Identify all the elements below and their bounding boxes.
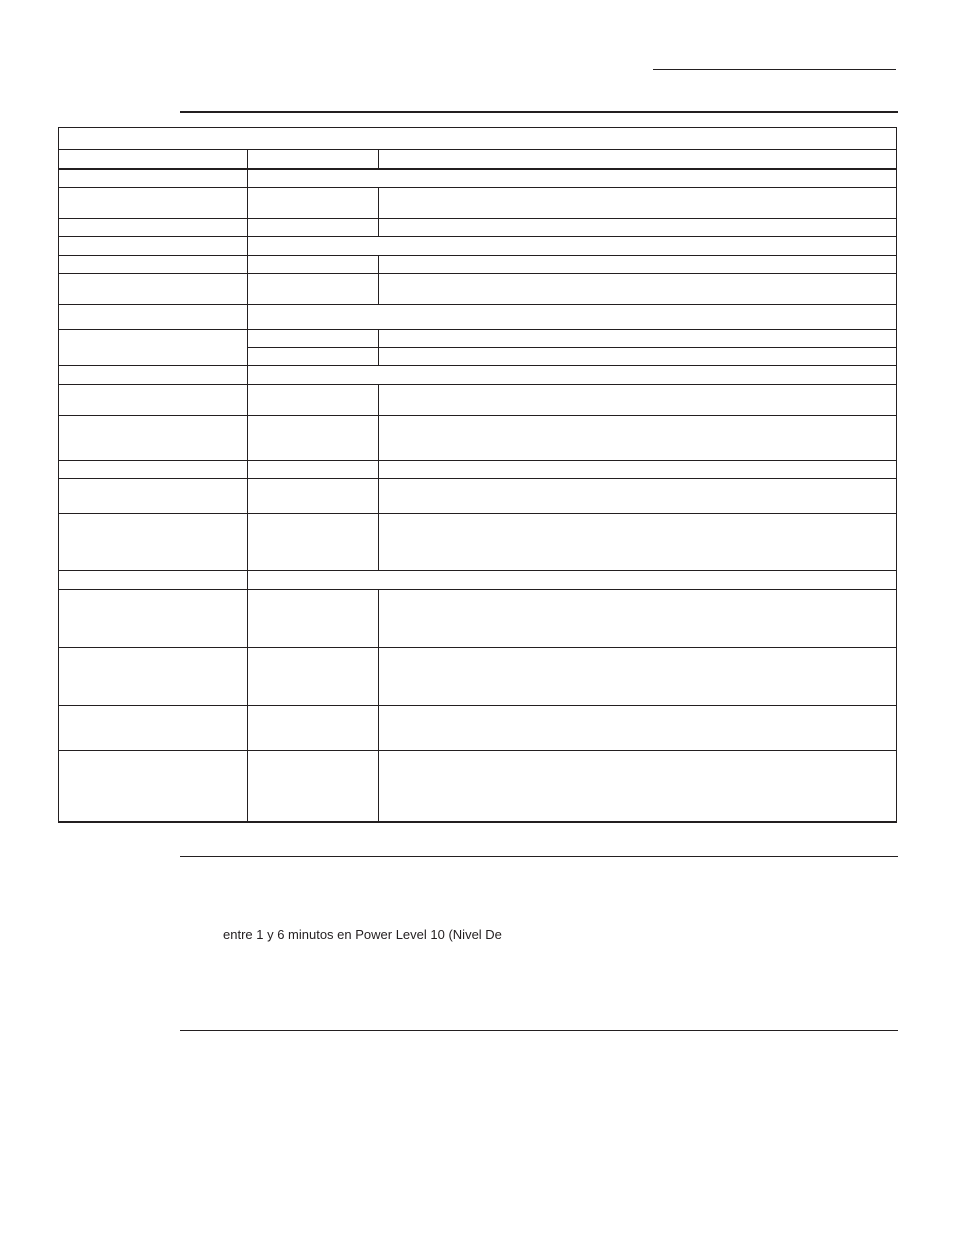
table-section-row <box>59 169 897 188</box>
table-cell <box>379 256 897 274</box>
table-section-row <box>59 305 897 330</box>
table-cell <box>59 571 248 590</box>
table-cell <box>248 330 379 348</box>
table-cell <box>59 366 248 385</box>
table-cell <box>248 385 379 416</box>
table-cell <box>59 305 248 330</box>
table-section-cell <box>248 571 897 590</box>
table-section-row <box>59 237 897 256</box>
table-row <box>59 385 897 416</box>
table-cell <box>248 648 379 706</box>
table-row <box>59 330 897 348</box>
table-cell <box>59 461 248 479</box>
table-cell <box>59 150 248 169</box>
table-cell <box>59 237 248 256</box>
table-row <box>59 219 897 237</box>
table-header-row <box>59 128 897 150</box>
table-cell <box>248 219 379 237</box>
cooking-guide-table <box>58 127 897 823</box>
table-cell <box>248 590 379 648</box>
table-cell <box>379 751 897 822</box>
table-row <box>59 188 897 219</box>
table-cell <box>248 479 379 514</box>
table-row <box>59 706 897 751</box>
table-row <box>59 514 897 571</box>
table-cell <box>59 274 248 305</box>
table-cell <box>59 514 248 571</box>
table-cell <box>59 188 248 219</box>
table-row <box>59 416 897 461</box>
table-cell <box>248 188 379 219</box>
table-cell <box>59 330 248 366</box>
table-section-row <box>59 366 897 385</box>
table-cell <box>379 479 897 514</box>
table-cell <box>379 706 897 751</box>
table-cell <box>379 188 897 219</box>
table-cell <box>59 479 248 514</box>
table-title-cell <box>59 128 897 150</box>
table-cell <box>248 256 379 274</box>
table-cell <box>248 514 379 571</box>
table-cell <box>248 274 379 305</box>
table-cell <box>248 348 379 366</box>
section-divider <box>180 856 898 857</box>
table-cell <box>59 751 248 822</box>
table-row <box>59 150 897 169</box>
table-cell <box>59 169 248 188</box>
table-row <box>59 461 897 479</box>
table-row <box>59 256 897 274</box>
table-cell <box>248 150 379 169</box>
table-row <box>59 751 897 822</box>
table-cell <box>379 416 897 461</box>
table-cell <box>379 461 897 479</box>
table-cell <box>59 256 248 274</box>
table-cell <box>59 648 248 706</box>
table-cell <box>248 461 379 479</box>
table-row <box>59 648 897 706</box>
table-cell <box>248 751 379 822</box>
table-cell <box>379 348 897 366</box>
table-cell <box>59 706 248 751</box>
table-row <box>59 479 897 514</box>
body-paragraph: entre 1 y 6 minutos en Power Level 10 (Nivel De <box>223 927 502 942</box>
table-section-cell <box>248 305 897 330</box>
table-cell <box>59 385 248 416</box>
table-cell <box>379 150 897 169</box>
table-cell <box>379 330 897 348</box>
table-section-row <box>59 571 897 590</box>
table-cell <box>379 648 897 706</box>
table-cell <box>248 416 379 461</box>
footer-divider <box>180 1030 898 1031</box>
table-section-cell <box>248 169 897 188</box>
top-right-rule <box>653 69 896 70</box>
table-cell <box>248 706 379 751</box>
table-cell <box>59 219 248 237</box>
table-cell <box>59 590 248 648</box>
table-row <box>59 274 897 305</box>
table-cell <box>59 416 248 461</box>
table-cell <box>379 219 897 237</box>
header-rule <box>180 111 898 113</box>
table-cell <box>379 514 897 571</box>
table-row <box>59 590 897 648</box>
table-cell <box>379 590 897 648</box>
table-section-cell <box>248 366 897 385</box>
table-section-cell <box>248 237 897 256</box>
table-cell <box>379 274 897 305</box>
table-cell <box>379 385 897 416</box>
